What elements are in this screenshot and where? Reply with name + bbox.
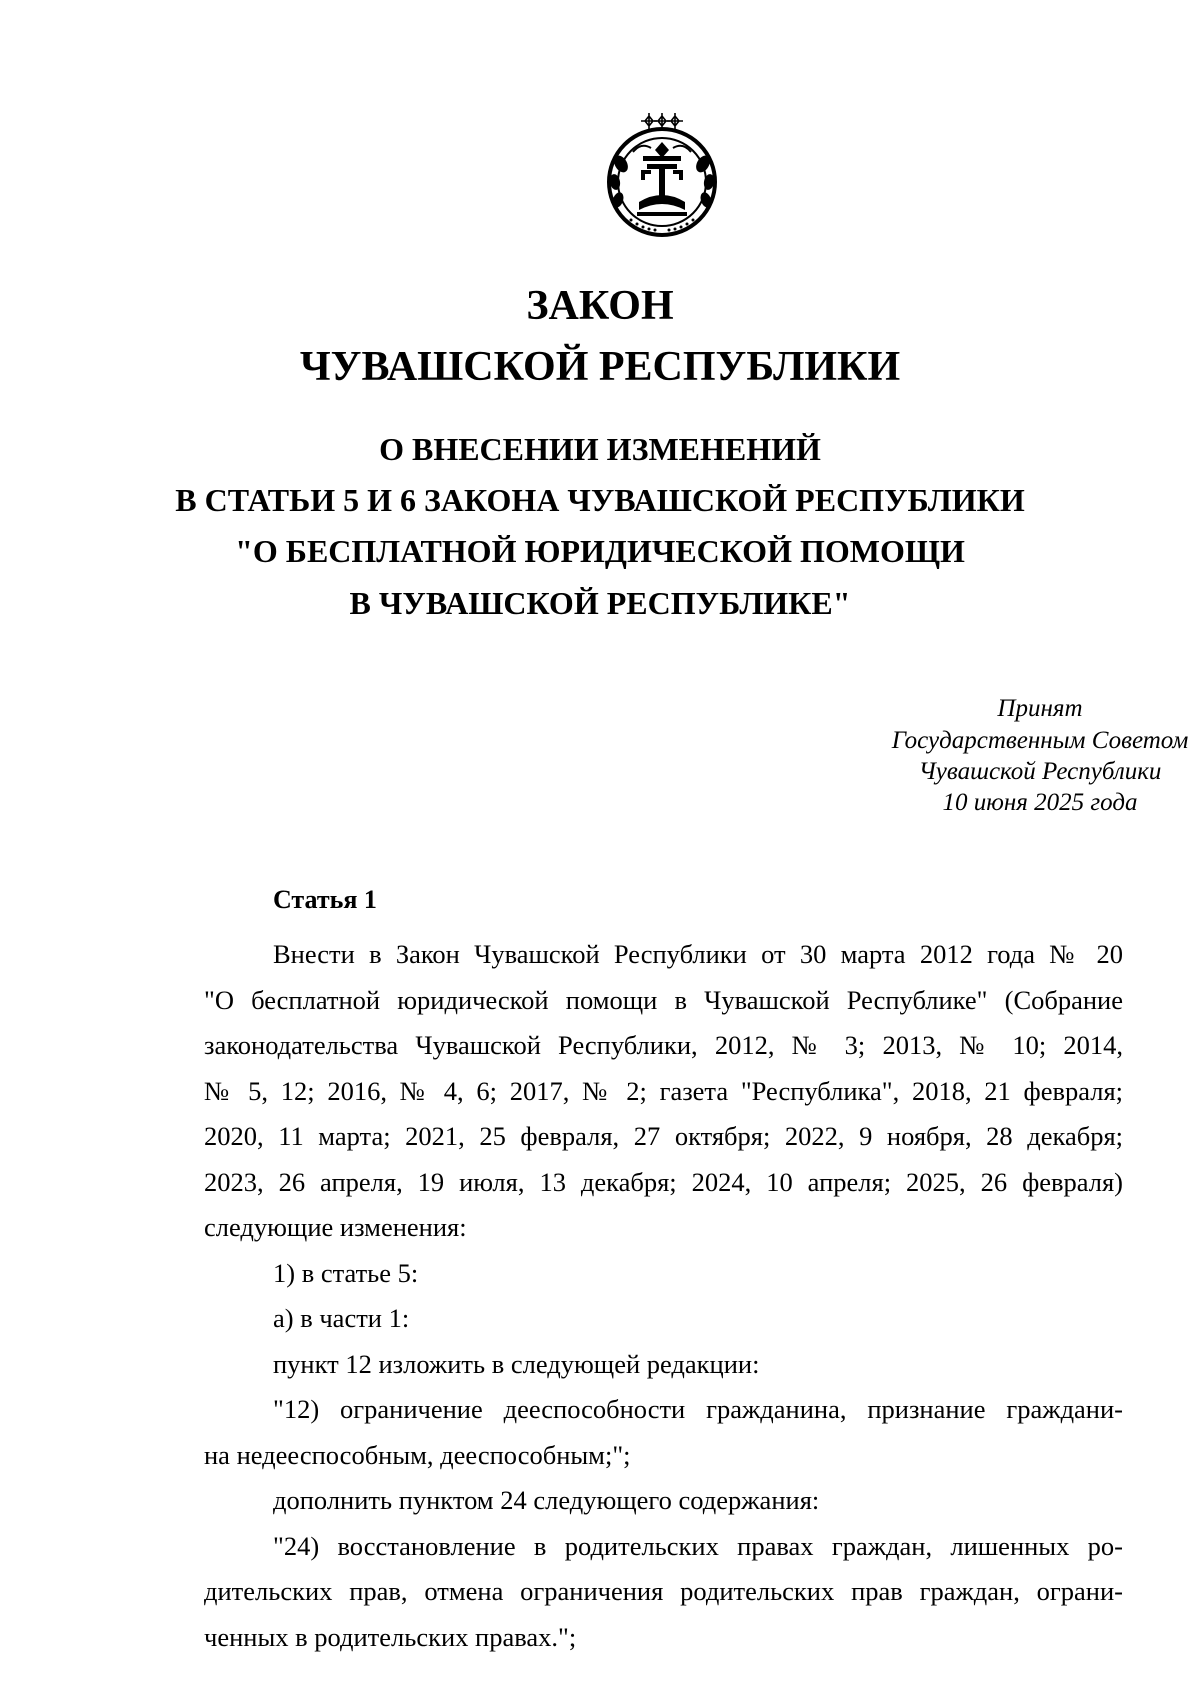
- emblem-graphic: [601, 112, 723, 242]
- article-text-line: "12) ограничение дееспособности гражданина, признание граждани-: [273, 1394, 1123, 1424]
- article-text-line: законодательства Чувашской Республики, 2012, № 3; 2013, № 10; 2014,: [204, 1030, 1123, 1060]
- article-text-line: № 5, 12; 2016, № 4, 6; 2017, № 2; газета "Республика", 2018, 21 февраля;: [204, 1075, 1123, 1106]
- law-title: ЗАКОН: [526, 283, 674, 329]
- law-subject-line: О ВНЕСЕНИИ ИЗМЕНЕНИЙ: [379, 431, 821, 467]
- article-text-line: 2020, 11 марта; 2021, 25 февраля, 27 октября; 2022, 9 ноября, 28 декабря;: [204, 1121, 1123, 1151]
- law-subject-line: В СТАТЬИ 5 И 6 ЗАКОНА ЧУВАШСКОЙ РЕСПУБЛИКИ: [175, 482, 1025, 518]
- article-text-line: а) в части 1:: [273, 1303, 410, 1333]
- adoption-line: Государственным Советом: [891, 727, 1189, 754]
- article-text-line: ченных в родительских правах.";: [204, 1621, 577, 1652]
- adoption-line: Принят: [997, 695, 1083, 722]
- law-jurisdiction: ЧУВАШСКОЙ РЕСПУБЛИКИ: [299, 344, 901, 390]
- article-text-line: 2023, 26 апреля, 19 июля, 13 декабря; 2024, 10 апреля; 2025, 26 февраля): [204, 1166, 1123, 1197]
- law-subject-line: В ЧУВАШСКОЙ РЕСПУБЛИКЕ": [349, 585, 851, 621]
- chuvash-republic-emblem-icon: [601, 112, 723, 242]
- article-text-line: на недееспособным, дееспособным;";: [204, 1439, 631, 1470]
- adoption-date: 10 июня 2025 года: [942, 789, 1138, 816]
- article-text-line: "24) восстановление в родительских правах граждан, лишенных ро-: [273, 1530, 1123, 1561]
- law-subject-line: "О БЕСПЛАТНОЙ ЮРИДИЧЕСКОЙ ПОМОЩИ: [235, 533, 965, 569]
- article-text-line: следующие изменения:: [204, 1212, 467, 1242]
- article-text-line: дополнить пунктом 24 следующего содержания:: [273, 1485, 820, 1515]
- article-text-line: "О бесплатной юридической помощи в Чувашской Республике" (Собрание: [204, 984, 1123, 1015]
- article-text-line: дительских прав, отмена ограничения родительских прав граждан, ограни-: [204, 1576, 1123, 1606]
- article-text-line: Внести в Закон Чувашской Республики от 30 марта 2012 года № 20: [273, 939, 1123, 969]
- adoption-line: Чувашской Республики: [918, 758, 1162, 785]
- article-text-line: 1) в статье 5:: [273, 1257, 419, 1288]
- article-text-line: пункт 12 изложить в следующей редакции:: [273, 1348, 760, 1379]
- article-heading: Статья 1: [273, 885, 377, 914]
